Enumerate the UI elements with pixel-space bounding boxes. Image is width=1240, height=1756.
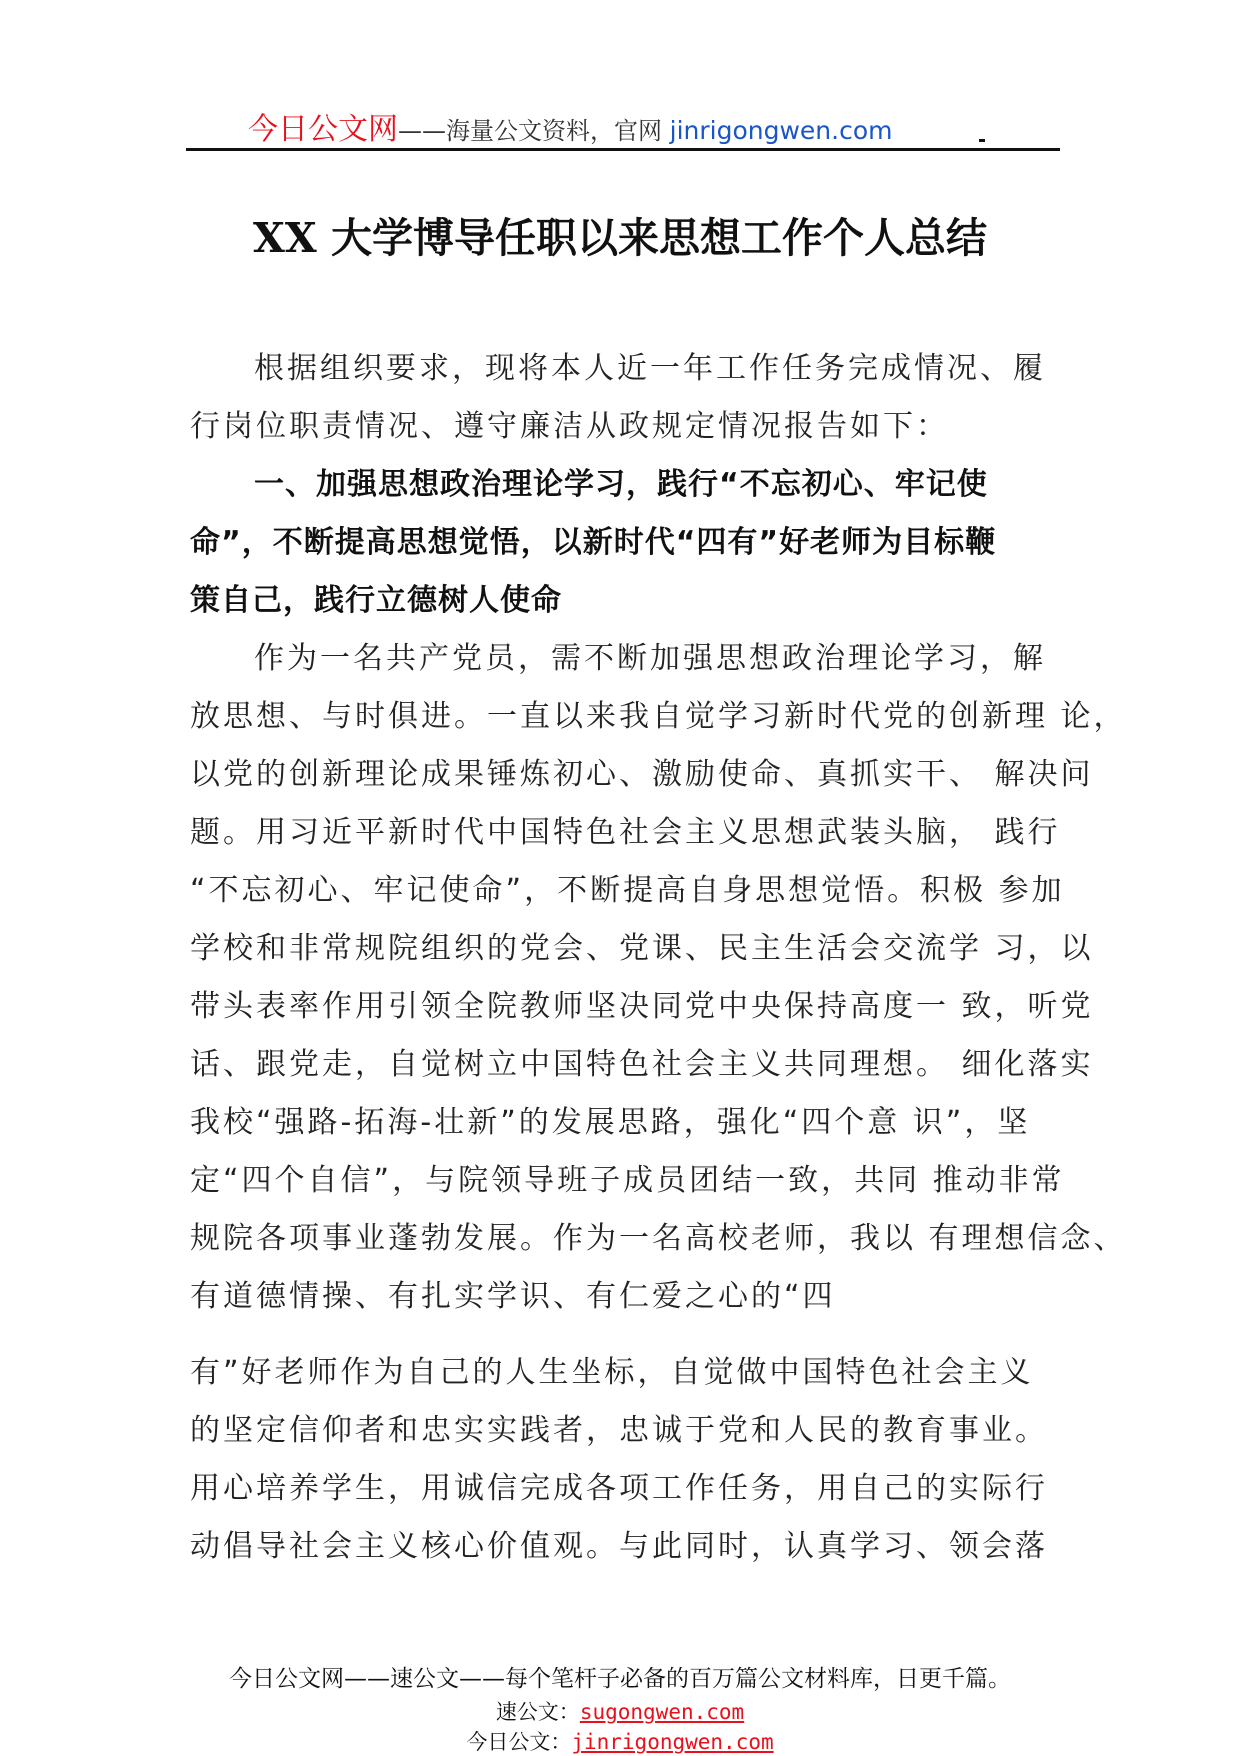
footer-slogan: 今日公文网——速公文——每个笔杆子必备的百万篇公文材料库，日更千篇。 [229,1666,1011,1692]
header-divider-mark [979,139,985,142]
paragraph-line: 作为一名共产党员，需不断加强思想政治理论学习，解 [254,641,1046,676]
section-heading-line: 命”，不断提高思想觉悟，以新时代“四有”好老师为目标鞭 [190,525,997,560]
paragraph-line: 放思想、与时俱进。一直以来我自觉学习新时代党的创新理 论， [190,699,1127,734]
paragraph-line: 我校“强路-拓海-壮新”的发展思路，强化“四个意 识”，坚 [190,1105,1031,1140]
footer-jinri [0,1726,1240,1756]
document-body [190,340,1127,1576]
paragraph-line: 根据组织要求，现将本人近一年工作任务完成情况、履 [254,351,1046,386]
paragraph-line: 行岗位职责情况、遵守廉洁从政规定情况报告如下： [190,409,949,444]
footer-sugong [0,1696,1240,1726]
paragraph-line: 动倡导社会主义核心价值观。与此同时，认真学习、领会落 [190,1529,1048,1564]
footer-jinri-label: 今日公文： [466,1730,572,1754]
line-gap [190,1326,1090,1344]
paragraph-line: 带头表率作用引领全院教师坚决同党中央保持高度一 致，听党 [190,989,1094,1024]
paragraph-line: 学校和非常规院组织的党会、党课、民主生活会交流学 习，以 [190,931,1094,966]
footer-sugong-label: 速公文： [495,1700,580,1724]
paragraph-line: 规院各项事业蓬勃发展。作为一名高校老师，我以 有理想信念、 [190,1221,1127,1256]
header-site-link[interactable]: jinrigongwen.com [669,116,893,145]
paragraph-line: 以党的创新理论成果锤炼初心、激励使命、真抓实干、 解决问 [190,757,1094,792]
footer-jinri-link[interactable]: jinrigongwen.com [571,1730,774,1754]
paragraph-line: 用心培养学生，用诚信完成各项工作任务，用自己的实际行 [190,1471,1048,1506]
site-header [248,104,893,148]
paragraph-line: 话、跟党走，自觉树立中国特色社会主义共同理想。 细化落实 [190,1047,1094,1082]
paragraph-line: 有道德情操、有扎实学识、有仁爱之心的“四 [190,1279,836,1314]
paragraph-line: 的坚定信仰者和忠实实践者，忠诚于党和人民的教育事业。 [190,1413,1048,1448]
paragraph-line: 定“四个自信”，与院领导班子成员团结一致，共同 推动非常 [190,1163,1065,1198]
paragraph-line: “不忘初心、牢记使命”，不断提高自身思想觉悟。积极 参加 [190,873,1065,908]
header-divider [186,148,1060,151]
paragraph-line: 题。用习近平新时代中国特色社会主义思想武装头脑， 践行 [190,815,1061,850]
header-tagline: ——海量公文资料，官网 [398,117,670,145]
section-heading-line: 一、加强思想政治理论学习，践行“不忘初心、牢记使 [254,467,988,502]
brand-name[interactable]: 今日公文网 [248,112,398,147]
paragraph-line: 有”好老师作为自己的人生坐标，自觉做中国特色社会主义 [190,1355,1034,1390]
section-heading-line: 策自己，践行立德树人使命 [190,583,562,618]
footer-sugong-link[interactable]: sugongwen.com [579,1700,745,1724]
document-title: XX 大学博导任职以来思想工作个人总结 [253,214,987,262]
